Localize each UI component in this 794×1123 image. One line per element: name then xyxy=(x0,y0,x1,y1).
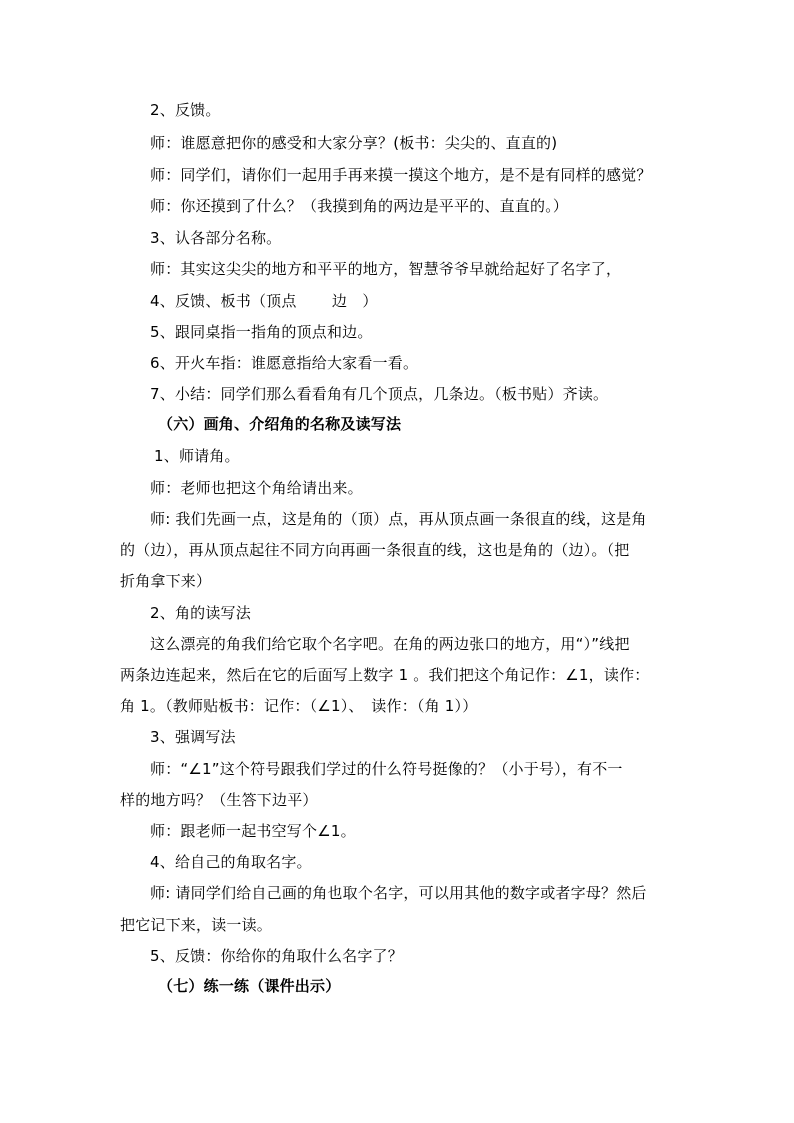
section-heading: （七）练一练（课件出示） xyxy=(158,977,341,995)
text-line: 师：其实这尖尖的地方和平平的地方，智慧爷爷早就给起好了名字了， xyxy=(150,260,622,278)
text-line: 师：跟老师一起书空写个∠1。 xyxy=(150,822,356,840)
text-line: 角 1。（教师贴板书：记作：（∠1）、 读作：（角 1）） xyxy=(120,697,478,715)
text-line: 7、小结：同学们那么看看角有几个顶点，几条边。（板书贴）齐读。 xyxy=(150,385,609,403)
text-line: 折角拿下来） xyxy=(120,572,212,590)
text-line: 师：“∠1”这个符号跟我们学过的什么符号挺像的？（小于号），有不一 xyxy=(150,760,623,778)
text-line: 师：你还摸到了什么？（我摸到角的两边是平平的、直直的。） xyxy=(150,197,569,215)
text-line: 师: 我们先画一点，这是角的（顶）点，再从顶点画一条很直的线，这是角 xyxy=(150,510,647,528)
text-line: 2、角的读写法 xyxy=(150,604,251,622)
text-line: 5、跟同桌指一指角的顶点和边。 xyxy=(150,323,373,341)
text-line: 6、开火车指：谁愿意指给大家看一看。 xyxy=(150,354,419,372)
text-line: 的（边），再从顶点起往不同方向再画一条很直的线，这也是角的（边）。（把 xyxy=(120,541,630,559)
text-line: 4、反馈、板书（顶点 边 ） xyxy=(150,292,378,310)
text-line: 1、师请角。 xyxy=(154,447,240,465)
text-line: 这么漂亮的角我们给它取个名字吧。在角的两边张口的地方，用“）”线把 xyxy=(150,635,630,653)
text-line: 4、给自己的角取名字。 xyxy=(150,853,312,871)
text-line: 3、强调写法 xyxy=(150,728,236,746)
text-line: 2、反馈。 xyxy=(150,101,221,119)
text-line: 师：谁愿意把你的感受和大家分享？(板书：尖尖的、直直的) xyxy=(150,134,558,152)
text-line: 3、认各部分名称。 xyxy=(150,229,282,247)
text-line: 样的地方吗？（生答下边平） xyxy=(120,791,318,809)
text-line: 师：同学们，请你们一起用手再来摸一摸这个地方，是不是有同样的感觉？ xyxy=(150,166,652,184)
text-line: 师：老师也把这个角给请出来。 xyxy=(150,479,363,497)
text-line: 师: 请同学们给自己画的角也取个名字，可以用其他的数字或者字母？然后 xyxy=(150,884,647,902)
section-heading: （六）画角、介绍角的名称及读写法 xyxy=(158,415,402,433)
text-line: 5、反馈：你给你的角取什么名字了？ xyxy=(150,947,403,965)
text-line: 把它记下来，读一读。 xyxy=(120,916,273,934)
text-line: 两条边连起来，然后在它的后面写上数字 1 。我们把这个角记作：∠1，读作： xyxy=(120,666,650,684)
